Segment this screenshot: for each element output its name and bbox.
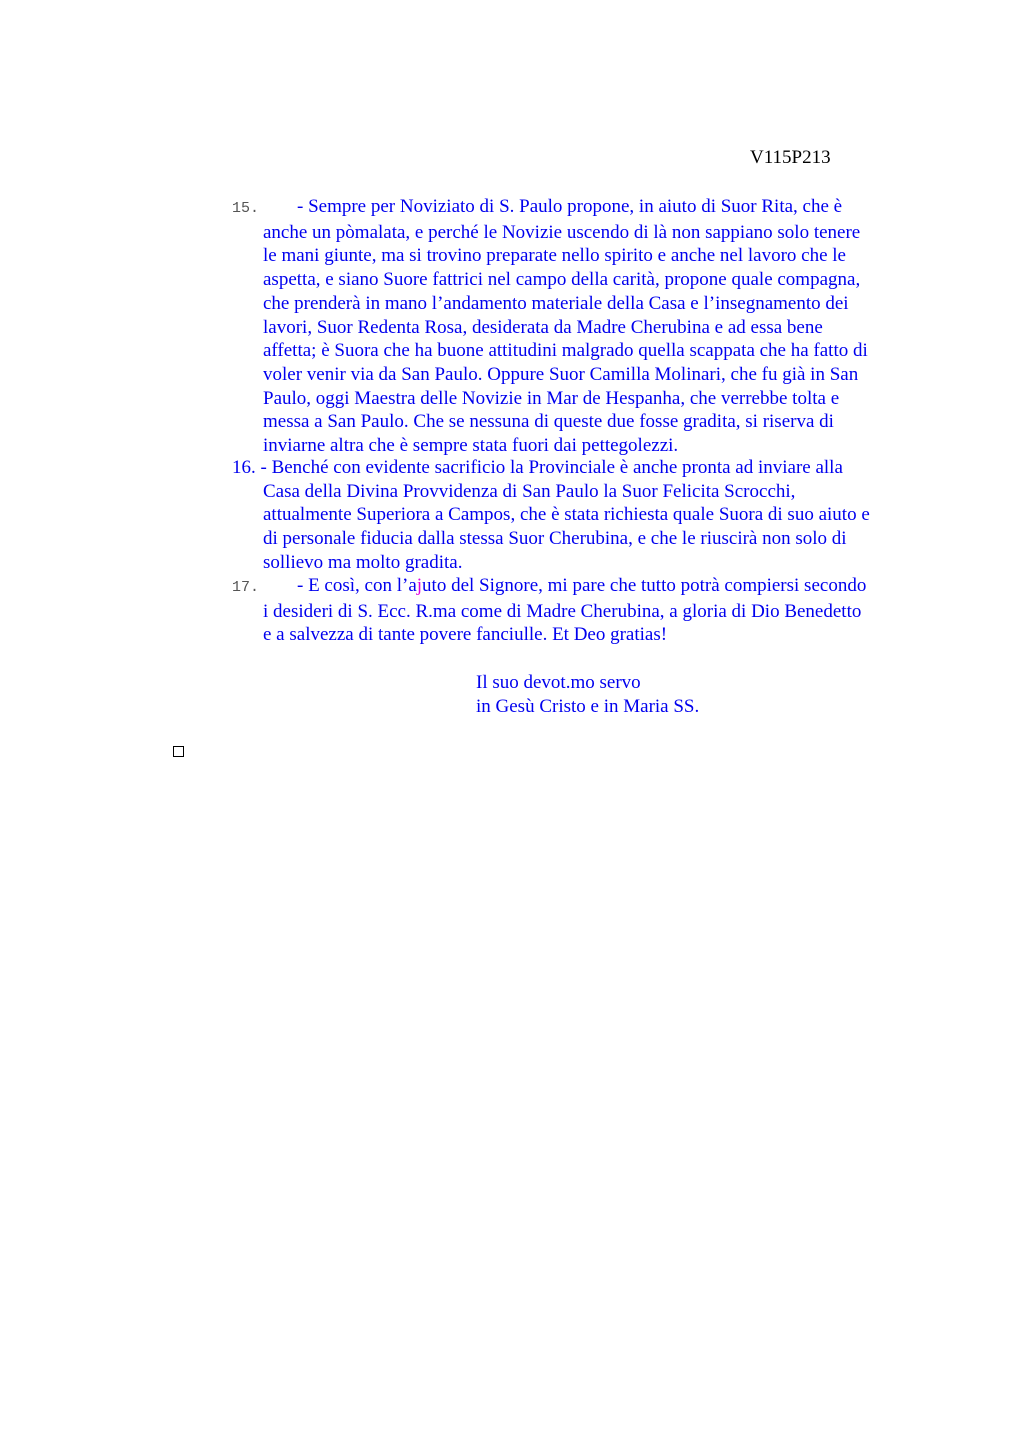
item-15-line-9: messa a San Paulo. Che se nessuna di queste due fosse gradita, si riserva di	[263, 411, 834, 433]
item-15-line-2: le mani giunte, ma si trovino preparate nello spirito e anche nel lavoro che le	[263, 245, 846, 267]
item-15-line-4: che prenderà in mano l’andamento materiale della Casa e l’insegnamento dei	[263, 292, 849, 314]
page-id: V115P213	[750, 147, 831, 168]
item-16-first-line	[232, 456, 932, 480]
item-17-line-1: i desideri di S. Ecc. R.ma come di Madre Cherubina, a gloria di Dio Benedetto	[263, 600, 862, 622]
item-15-line-5: lavori, Suor Redenta Rosa, desiderata da Madre Cherubina e ad essa bene	[263, 316, 823, 338]
item-16-number: 16.	[232, 457, 256, 478]
item-16-line-0: - Benché con evidente sacrificio la Provinciale è anche pronta ad inviare alla	[255, 457, 843, 478]
item-15-line-0: - Sempre per Noviziato di S. Paulo propone, in aiuto di Suor Rita, che è	[297, 196, 843, 217]
list-item-16	[232, 456, 932, 575]
item-17-first-after: uto del Signore, mi pare che tutto potrà compiersi secondo	[422, 575, 867, 596]
item-16-line-3: di personale fiducia dalla stessa Suor Cherubina, e che le riuscirà non solo di	[263, 528, 847, 550]
item-15-line-10: inviarne altra che è sempre stata fuori dai pettegolezzi.	[263, 435, 679, 457]
item-17-first-before: - E così, con l’a	[297, 575, 417, 596]
closing-signature	[476, 671, 699, 719]
item-15-line-8: Paulo, oggi Maestra delle Novizie in Mar de Hespanha, che verrebbe tolta e	[263, 387, 840, 409]
item-15-line-3: aspetta, e siano Suore fattrici nel campo della carità, propone quale compagna,	[263, 269, 861, 291]
item-16-line-4: sollievo ma molto gradita.	[263, 551, 463, 573]
item-17-number: 17.	[232, 579, 260, 596]
item-16-line-2: attualmente Superiora a Campos, che è stata richiesta quale Suora di suo aiuto e	[263, 504, 870, 526]
item-15-line-6: affetta; è Suora che ha buone attitudini malgrado quella scappata che ha fatto di	[263, 340, 868, 362]
item-17-first-line	[232, 574, 932, 600]
closing-line-2: in Gesù Cristo e in Maria SS.	[476, 696, 700, 717]
end-marker-box-icon	[173, 746, 184, 757]
item-17-line-2: e a salvezza di tante povere fanciulle. Et Deo gratias!	[263, 624, 668, 646]
item-15-line-7: voler venir via da San Paulo. Oppure Suor Camilla Molinari, che fu già in San	[263, 363, 859, 385]
item-15-first-line	[232, 195, 932, 221]
item-16-line-1: Casa della Divina Provvidenza di San Paulo la Suor Felicita Scrocchi,	[263, 480, 796, 502]
item-15-line-1: anche un pòmalata, e perché le Novizie uscendo di là non sappiano solo tenere	[263, 221, 861, 243]
item-17-highlight: j	[416, 575, 423, 596]
closing-line-1: Il suo devot.mo servo	[476, 672, 641, 693]
list-item-17	[232, 574, 932, 647]
item-15-number: 15.	[232, 200, 260, 217]
list-item-15	[232, 195, 932, 458]
